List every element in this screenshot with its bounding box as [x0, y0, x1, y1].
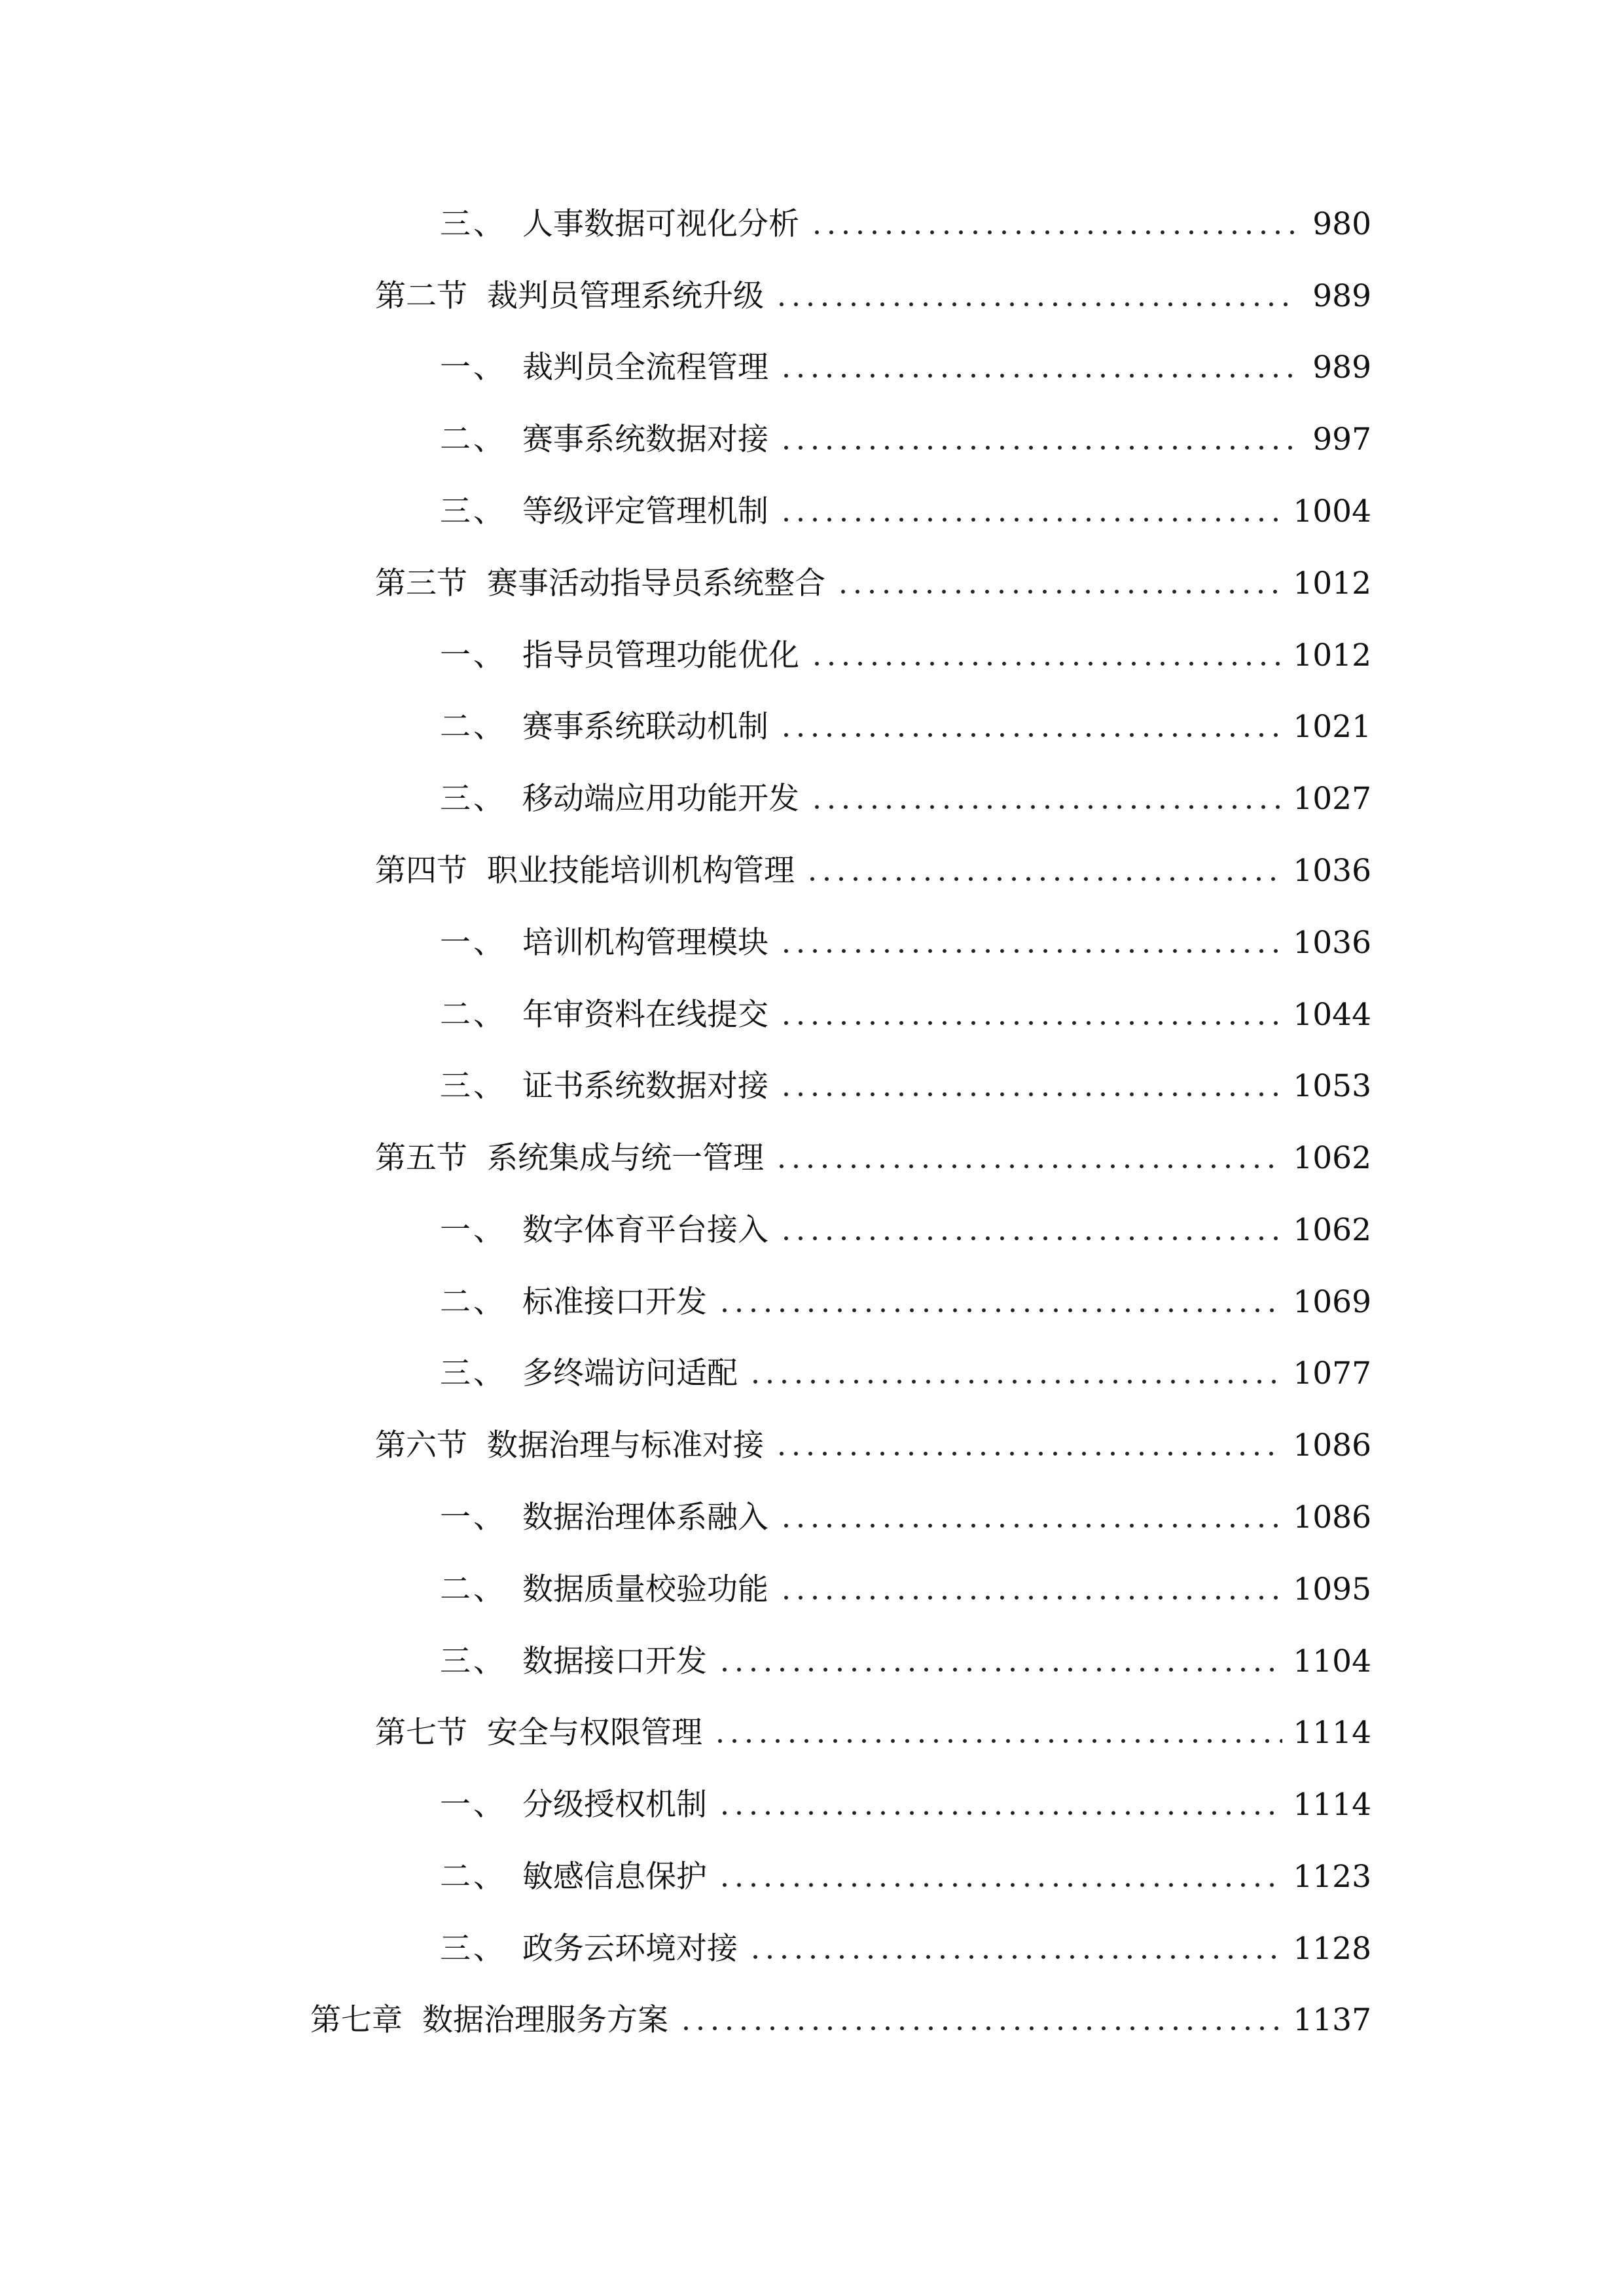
toc-entry-prefix: 二、 [440, 709, 507, 745]
toc-entry-prefix: 一、 [440, 637, 507, 673]
toc-dot-leader [774, 302, 1295, 307]
toc-entry[interactable] [440, 192, 1371, 244]
toc-entry-prefix: 第五节 [375, 1140, 467, 1176]
toc-entry-page: 1104 [1293, 1643, 1371, 1679]
toc-entry-title: 人事数据可视化分析 [522, 206, 799, 242]
toc-entry-page: 1027 [1293, 781, 1371, 817]
toc-dot-leader [779, 445, 1295, 450]
toc-entry[interactable] [440, 1844, 1371, 1897]
toc-entry-prefix: 第三节 [375, 565, 467, 601]
toc-entry-title: 裁判员全流程管理 [522, 350, 768, 386]
toc-entry-prefix: 第七章 [310, 2002, 403, 2038]
toc-entry[interactable] [440, 910, 1371, 963]
toc-dot-leader [713, 1738, 1282, 1744]
toc-entry-prefix: 三、 [440, 1068, 507, 1104]
toc-entry-title: 数据治理服务方案 [422, 2002, 668, 2038]
toc-entry-title: 分级授权机制 [522, 1787, 707, 1823]
toc-entry-title: 数据治理体系融入 [522, 1499, 768, 1535]
toc-entry-title: 等级评定管理机制 [522, 493, 768, 529]
toc-dot-leader [748, 1379, 1282, 1384]
toc-entry[interactable] [440, 623, 1371, 675]
toc-entry-prefix: 第四节 [375, 853, 467, 889]
toc-entry-page: 1044 [1293, 997, 1371, 1033]
toc-dot-leader [779, 373, 1295, 378]
toc-dot-leader [836, 589, 1282, 594]
toc-entry[interactable] [440, 1916, 1371, 1969]
toc-entry-prefix: 一、 [440, 1787, 507, 1823]
toc-entry-title: 证书系统数据对接 [522, 1068, 768, 1104]
toc-dot-leader [779, 1595, 1282, 1600]
toc-entry[interactable] [440, 982, 1371, 1035]
toc-entry-title: 多终端访问适配 [522, 1355, 738, 1391]
toc-entry-prefix: 一、 [440, 1212, 507, 1248]
toc-dot-leader [679, 2026, 1282, 2031]
toc-entry-title: 年审资料在线提交 [522, 997, 768, 1033]
toc-entry-page: 1053 [1293, 1068, 1371, 1104]
toc-dot-leader [748, 1954, 1282, 1960]
toc-entry-page: 1062 [1293, 1212, 1371, 1248]
toc-entry[interactable] [440, 694, 1371, 747]
toc-entry-page: 1021 [1293, 709, 1371, 745]
toc-dot-leader [779, 948, 1282, 954]
toc-entry-page: 1012 [1293, 565, 1371, 601]
toc-entry[interactable] [440, 1629, 1371, 1681]
toc-entry-page: 1004 [1293, 493, 1371, 529]
toc-entry[interactable] [440, 1198, 1371, 1250]
toc-entry[interactable] [440, 766, 1371, 819]
toc-entry-page: 1012 [1293, 637, 1371, 673]
toc-entry-prefix: 一、 [440, 925, 507, 961]
toc-entry-title: 裁判员管理系统升级 [487, 278, 764, 314]
toc-entry-prefix: 第六节 [375, 1427, 467, 1463]
toc-entry-title: 数据质量校验功能 [522, 1571, 768, 1607]
toc-entry-title: 数据接口开发 [522, 1643, 707, 1679]
toc-entry-prefix: 二、 [440, 997, 507, 1033]
toc-entry-title: 指导员管理功能优化 [522, 637, 799, 673]
toc-dot-leader [779, 1020, 1282, 1026]
toc-entry-title: 数据治理与标准对接 [487, 1427, 764, 1463]
toc-entry-page: 1077 [1293, 1355, 1371, 1391]
toc-entry-prefix: 二、 [440, 1571, 507, 1607]
toc-entry-prefix: 二、 [440, 1859, 507, 1895]
toc-entry-prefix: 二、 [440, 422, 507, 457]
toc-dot-leader [774, 1451, 1282, 1456]
toc-entry[interactable] [375, 1126, 1371, 1178]
toc-entry[interactable] [375, 838, 1371, 891]
toc-entry-prefix: 三、 [440, 1931, 507, 1967]
toc-dot-leader [810, 661, 1282, 666]
toc-entry-page: 980 [1312, 206, 1371, 242]
toc-entry[interactable] [375, 551, 1371, 603]
toc-entry[interactable] [375, 1700, 1371, 1753]
toc-dot-leader [774, 1164, 1282, 1169]
toc-entry-title: 赛事系统联动机制 [522, 709, 768, 745]
toc-entry-page: 1086 [1293, 1427, 1371, 1463]
toc-entry-page: 1036 [1293, 925, 1371, 961]
toc-entry-prefix: 三、 [440, 781, 507, 817]
toc-dot-leader [717, 1810, 1282, 1816]
toc-entry[interactable] [440, 1270, 1371, 1322]
toc-entry-page: 1086 [1293, 1499, 1371, 1535]
toc-entry[interactable] [375, 1413, 1371, 1465]
toc-dot-leader [810, 230, 1295, 235]
toc-dot-leader [810, 804, 1282, 810]
toc-dot-leader [779, 732, 1282, 738]
toc-entry-title: 移动端应用功能开发 [522, 781, 799, 817]
toc-dot-leader [717, 1667, 1282, 1672]
toc-dot-leader [717, 1308, 1282, 1313]
toc-entry-prefix: 三、 [440, 1355, 507, 1391]
toc-entry[interactable] [440, 1557, 1371, 1609]
toc-dot-leader [805, 876, 1282, 882]
toc-entry-prefix: 二、 [440, 1284, 507, 1320]
toc-entry[interactable] [375, 264, 1371, 316]
toc-dot-leader [779, 1092, 1282, 1097]
toc-dot-leader [779, 517, 1282, 522]
toc-entry-page: 1095 [1293, 1571, 1371, 1607]
toc-entry-page: 989 [1312, 278, 1371, 314]
toc-entry-prefix: 一、 [440, 1499, 507, 1535]
toc-entry-title: 政务云环境对接 [522, 1931, 738, 1967]
toc-entry-title: 赛事活动指导员系统整合 [487, 565, 825, 601]
toc-entry[interactable] [440, 1054, 1371, 1106]
toc-entry-title: 数字体育平台接入 [522, 1212, 768, 1248]
toc-dot-leader [717, 1882, 1282, 1888]
toc-entry-prefix: 第二节 [375, 278, 467, 314]
toc-entry-page: 1036 [1293, 853, 1371, 889]
toc-dot-leader [779, 1523, 1282, 1528]
toc-entry-page: 997 [1312, 422, 1371, 457]
toc-entry-title: 培训机构管理模块 [522, 925, 768, 961]
toc-entry-title: 敏感信息保护 [522, 1859, 707, 1895]
toc-entry[interactable] [440, 335, 1371, 387]
toc-entry[interactable] [440, 479, 1371, 531]
toc-entry-prefix: 第七节 [375, 1715, 467, 1751]
toc-entry-prefix: 一、 [440, 350, 507, 386]
toc-entry[interactable] [310, 1988, 1371, 2040]
toc-entry-prefix: 三、 [440, 493, 507, 529]
toc-entry[interactable] [440, 1772, 1371, 1825]
toc-entry[interactable] [440, 1485, 1371, 1537]
toc-entry-title: 标准接口开发 [522, 1284, 707, 1320]
toc-entry-page: 1128 [1293, 1931, 1371, 1967]
toc-entry-prefix: 三、 [440, 1643, 507, 1679]
toc-entry-page: 1114 [1293, 1787, 1371, 1823]
toc-entry-page: 1062 [1293, 1140, 1371, 1176]
toc-entry-page: 1137 [1293, 2002, 1371, 2038]
toc-entry-title: 安全与权限管理 [487, 1715, 702, 1751]
toc-entry-page: 1114 [1293, 1715, 1371, 1751]
toc-entry-title: 系统集成与统一管理 [487, 1140, 764, 1176]
toc-entry[interactable] [440, 1341, 1371, 1393]
toc-entry-page: 989 [1312, 350, 1371, 386]
toc-entry-title: 赛事系统数据对接 [522, 422, 768, 457]
toc-entry-prefix: 三、 [440, 206, 507, 242]
toc-dot-leader [779, 1236, 1282, 1241]
toc-entry-page: 1069 [1293, 1284, 1371, 1320]
toc-entry-title: 职业技能培训机构管理 [487, 853, 795, 889]
toc-entry[interactable] [440, 407, 1371, 459]
toc-entry-page: 1123 [1293, 1859, 1371, 1895]
